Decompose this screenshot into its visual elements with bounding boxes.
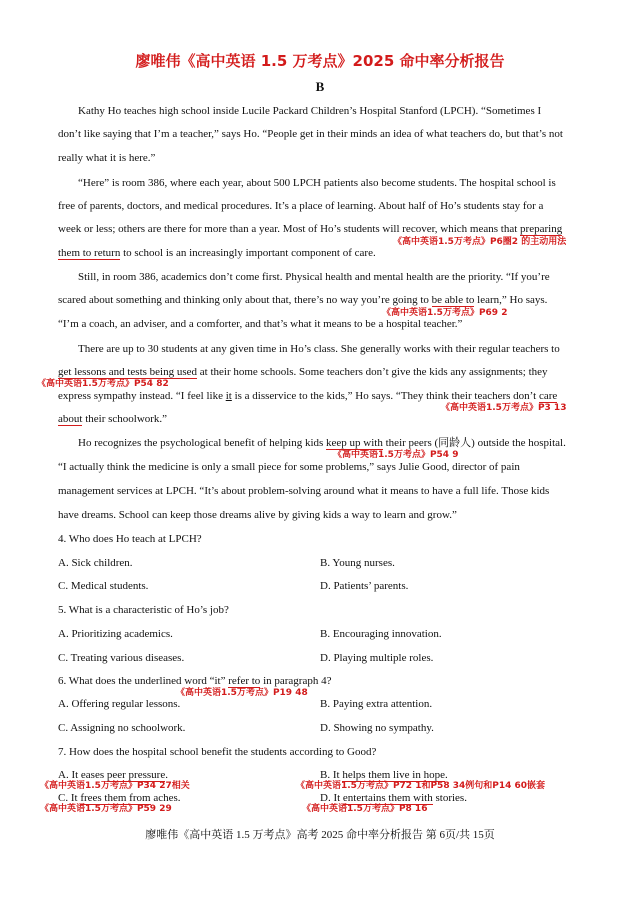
highlight-phrase: helps them live in hope bbox=[342, 769, 445, 781]
passage-line bbox=[58, 365, 548, 379]
highlight-phrase: about bbox=[58, 413, 83, 425]
passage-line bbox=[58, 412, 167, 426]
passage-line: “I’m a coach, an adviser, and a comforter, and that’s what it means to be a hospital teacher.” bbox=[58, 318, 463, 330]
answer-option bbox=[58, 791, 181, 805]
text: . bbox=[165, 769, 168, 781]
passage-line: Still, in room 386, academics don’t come first. Physical health and mental health are the priority. “If you’re bbox=[78, 271, 550, 283]
text: week or less; others are there for more than a year. Most of Ho’s students will recover, which means that bbox=[58, 223, 521, 235]
answer-option: C. Assigning no schoolwork. bbox=[58, 722, 186, 734]
question-stem bbox=[58, 674, 331, 688]
answer-option: D. Patients’ parents. bbox=[320, 580, 409, 592]
text: A. It eases bbox=[58, 769, 107, 781]
passage-line: management services at LPCH. “It’s about problem-solving around what it means to have a full life. Those kids bbox=[58, 485, 550, 497]
highlight-phrase: keep up with bbox=[326, 437, 383, 449]
text: D. It bbox=[320, 792, 343, 804]
passage-line: “Here” is room 386, where each year, about 500 LPCH patients also become students. The hospital school is bbox=[78, 177, 556, 189]
reference-note: 《高中英语1.5万考点》P19 48 bbox=[176, 688, 308, 698]
highlight-phrase: preparing bbox=[520, 223, 563, 235]
underlined-word: it bbox=[225, 390, 232, 402]
question-stem: 4. Who does Ho teach at LPCH? bbox=[58, 533, 202, 545]
highlight-phrase: get lessons and tests being used bbox=[58, 366, 198, 378]
answer-option: C. Medical students. bbox=[58, 580, 149, 592]
answer-option: B. Encouraging innovation. bbox=[320, 628, 442, 640]
highlight-phrase: refer to bbox=[228, 675, 261, 687]
text: 6. What does the underlined word “it” bbox=[58, 675, 229, 687]
passage-line: There are up to 30 students at any given time in Ho’s class. She generally works with their regular teachers to bbox=[78, 343, 560, 355]
text: scared about something and thinking only about that, there’s no way you’re going to bbox=[58, 294, 432, 306]
reference-note: 《高中英语1.5万考点》P59 29 bbox=[40, 804, 172, 814]
text: express sympathy instead. “I feel like bbox=[58, 390, 226, 402]
passage-line bbox=[78, 436, 566, 450]
answer-option: A. Prioritizing academics. bbox=[58, 628, 173, 640]
reference-note: 《高中英语1.5万考点》P72 1和P58 34例句和P14 60嵌套 bbox=[296, 781, 546, 791]
reference-note: 《高中英语1.5万考点》P8 16 bbox=[302, 804, 428, 814]
page-title: 廖唯伟《高中英语 1.5 万考点》2025 命中率分析报告 bbox=[135, 52, 505, 70]
highlight-phrase: peer pressure bbox=[106, 769, 166, 781]
highlight-phrase: be able to bbox=[431, 294, 475, 306]
reference-note: 《高中英语1.5万考点》P54 9 bbox=[333, 450, 459, 460]
text: their peers (同龄人) outside the hospital. bbox=[382, 437, 566, 449]
question-stem: 5. What is a characteristic of Ho’s job? bbox=[58, 604, 229, 616]
text: stories. bbox=[432, 792, 467, 804]
answer-option: A. Sick children. bbox=[58, 557, 133, 569]
passage-line: have dreams. School can keep those dreams alive by giving kids a way to learn and grow.” bbox=[58, 509, 457, 521]
text: in paragraph 4? bbox=[260, 675, 332, 687]
passage-line bbox=[58, 246, 376, 260]
passage-line: “I actually think the medicine is only a small piece for some problems,” says Julie Good, director of pain bbox=[58, 461, 520, 473]
answer-option: D. Showing no sympathy. bbox=[320, 722, 434, 734]
highlight-phrase: frees them from bbox=[80, 792, 151, 804]
text: is a disservice to the kids,” Ho says. “They think their teachers don’t bbox=[231, 390, 539, 402]
reference-note: 《高中英语1.5万考点》P54 82 bbox=[37, 379, 169, 389]
highlight-phrase: care bbox=[538, 390, 558, 402]
text: their schoolwork.” bbox=[82, 413, 168, 425]
answer-option bbox=[320, 768, 448, 782]
answer-option bbox=[320, 791, 467, 805]
answer-option: B. Paying extra attention. bbox=[320, 698, 433, 710]
section-label: B bbox=[315, 79, 325, 94]
answer-option bbox=[58, 768, 168, 782]
text: at their home schools. Some teachers don’t give the kids any assignments; they bbox=[197, 366, 548, 378]
text: . bbox=[444, 769, 448, 781]
text: Ho recognizes the psychological benefit of helping kids bbox=[78, 437, 327, 449]
passage-line bbox=[58, 222, 562, 236]
text: to school is an increasingly important component of care. bbox=[120, 247, 376, 259]
passage-line: Kathy Ho teaches high school inside Lucile Packard Children’s Hospital Stanford (LPCH). “Sometimes I bbox=[78, 105, 542, 117]
reference-note: 《高中英语1.5万考点》P69 2 bbox=[382, 308, 508, 318]
text: learn,” Ho says. bbox=[474, 294, 548, 306]
answer-option: C. Treating various diseases. bbox=[58, 652, 185, 664]
highlight-phrase: them to return bbox=[58, 247, 121, 259]
answer-option: A. Offering regular lessons. bbox=[58, 698, 181, 710]
passage-line bbox=[58, 389, 557, 403]
reference-note: 《高中英语1.5万考点》P6圈2 的主动用法 bbox=[393, 237, 567, 247]
reference-note: 《高中英语1.5万考点》P34 27相关 bbox=[40, 781, 190, 791]
reference-note: 《高中英语1.5万考点》P3 13 bbox=[441, 403, 567, 413]
question-stem: 7. How does the hospital school benefit the students according to Good? bbox=[58, 746, 377, 758]
answer-option: B. Young nurses. bbox=[320, 557, 395, 569]
passage-line bbox=[58, 293, 547, 307]
passage-line: free of parents, doctors, and medical procedures. It’s a place of learning. About half of Ho’s students stay for a bbox=[58, 200, 544, 212]
text: C. It bbox=[58, 792, 81, 804]
text: B. It bbox=[320, 769, 343, 781]
highlight-phrase: entertains them with bbox=[342, 792, 433, 804]
passage-line: don’t like saying that I’m a teacher,” says Ho. “People get in their minds an idea of what teachers do, but that’s not bbox=[58, 128, 563, 140]
answer-option: D. Playing multiple roles. bbox=[320, 652, 434, 664]
text: aches. bbox=[150, 792, 181, 804]
page-footer: 廖唯伟《高中英语 1.5 万考点》高考 2025 命中率分析报告 第 6页/共 15页 bbox=[145, 829, 495, 841]
passage-line: really what it is here.” bbox=[58, 152, 156, 164]
